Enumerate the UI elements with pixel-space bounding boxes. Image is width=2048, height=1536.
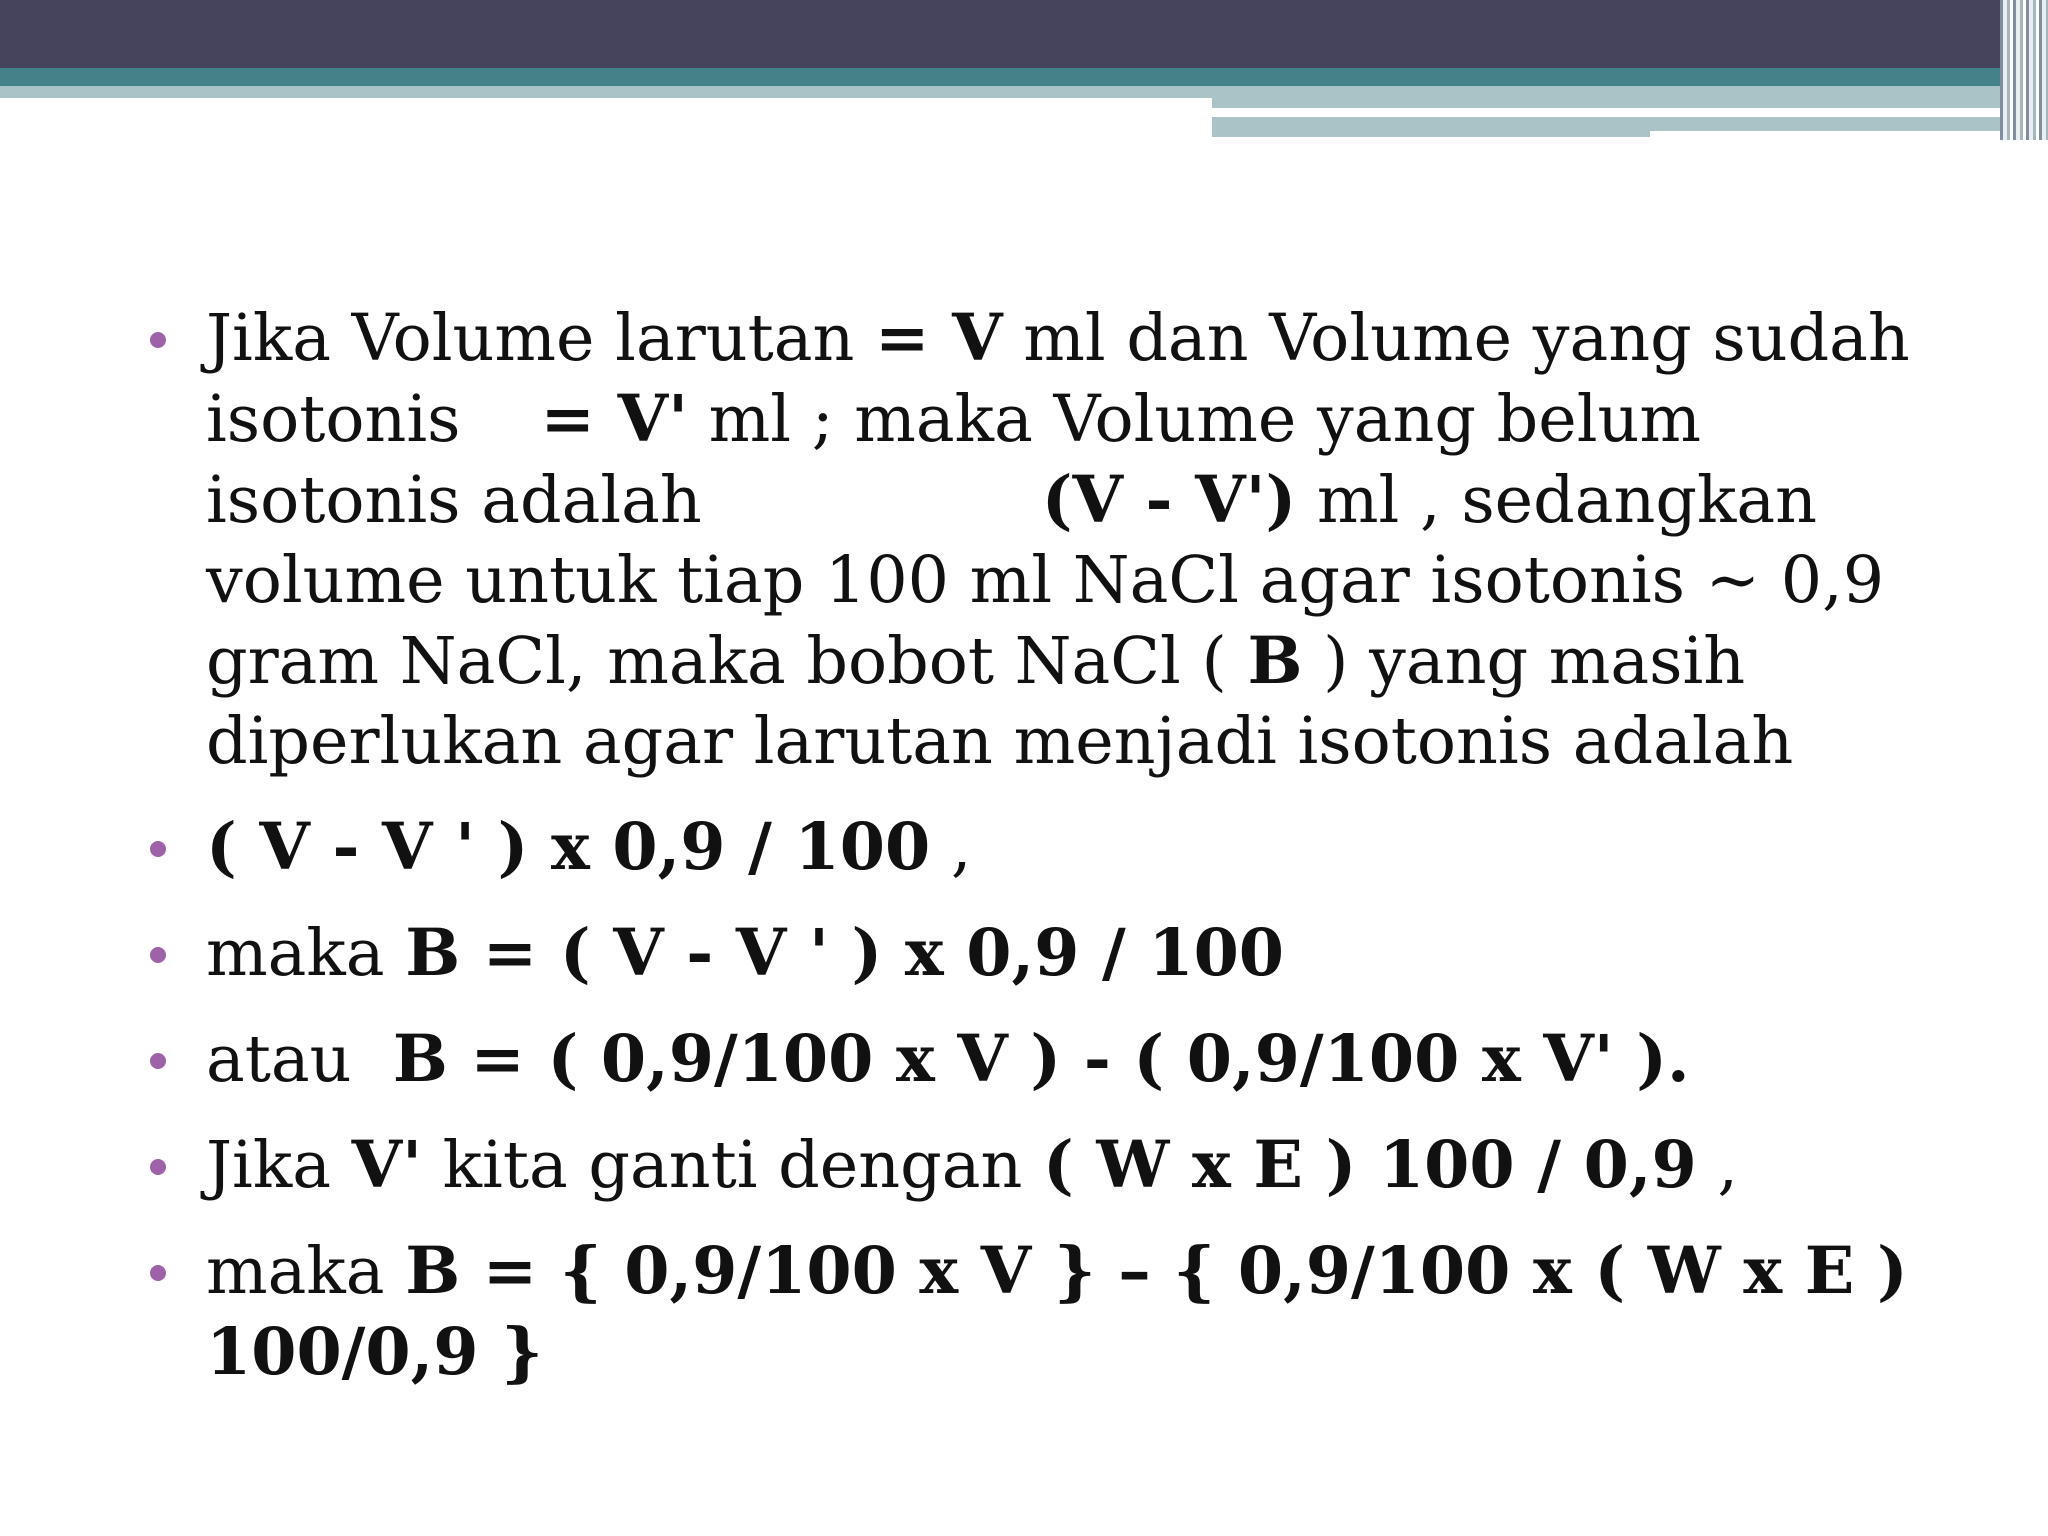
bullet-dot-icon	[150, 1159, 166, 1175]
formula-text: B = ( V - V ' ) x 0,9 / 100	[405, 915, 1285, 991]
bullet-list	[140, 298, 1960, 1393]
b1-line2: isotonis = V' ml ; maka Volume yang belum	[206, 381, 1701, 457]
bullet-dot-icon	[150, 947, 166, 963]
bullet-item-4: atau B = ( 0,9/100 x V ) - ( 0,9/100 x V' ).	[140, 1019, 1960, 1100]
bullet-item-2: ( V - V ' ) x 0,9 / 100 ,	[140, 807, 1960, 888]
header-band-dark	[0, 0, 2048, 68]
formula-text: ( V - V ' ) x 0,9 / 100	[206, 809, 931, 885]
bullet-dot-icon	[150, 1265, 166, 1281]
b1-line1: Jika Volume larutan = V ml dan Volume yang sudah	[206, 300, 1910, 376]
bullet-item-3: maka B = ( V - V ' ) x 0,9 / 100	[140, 913, 1960, 994]
formula-text: ( W x E ) 100 / 0,9	[1043, 1127, 1697, 1203]
header-band-teal	[0, 68, 2048, 86]
b1-line6: diperlukan agar larutan menjadi isotonis adalah	[206, 704, 1794, 779]
bullet-dot-icon	[150, 332, 166, 348]
header-divider-line-short	[1650, 131, 2014, 137]
b1-line3: isotonis adalah (V - V') ml , sedangkan	[206, 462, 1817, 538]
header-band-light-right	[1212, 86, 2014, 108]
b1-line4: volume untuk tiap 100 ml NaCl agar isotonis ~ 0,9	[206, 543, 1885, 618]
bullet-item-5: Jika V' kita ganti dengan ( W x E ) 100 / 0,9 ,	[140, 1125, 1960, 1206]
bullet-item-1	[140, 298, 1960, 782]
bullet-item-6: maka B = { 0,9/100 x V } – { 0,9/100 x ( W x E ) 100/0,9 }	[140, 1231, 1960, 1393]
b1-line5: gram NaCl, maka bobot NaCl ( B ) yang masih	[206, 623, 1746, 699]
formula-text: B = { 0,9/100 x V } – { 0,9/100 x ( W x E ) 100/0,9 }	[206, 1233, 1908, 1390]
formula-text: B = ( 0,9/100 x V ) - ( 0,9/100 x V' ).	[392, 1021, 1690, 1097]
slide-content	[140, 298, 1960, 1418]
bullet-dot-icon	[150, 841, 166, 857]
bullet-dot-icon	[150, 1053, 166, 1069]
header-band-light	[0, 86, 1212, 98]
header-edge-stripes	[2000, 0, 2048, 140]
